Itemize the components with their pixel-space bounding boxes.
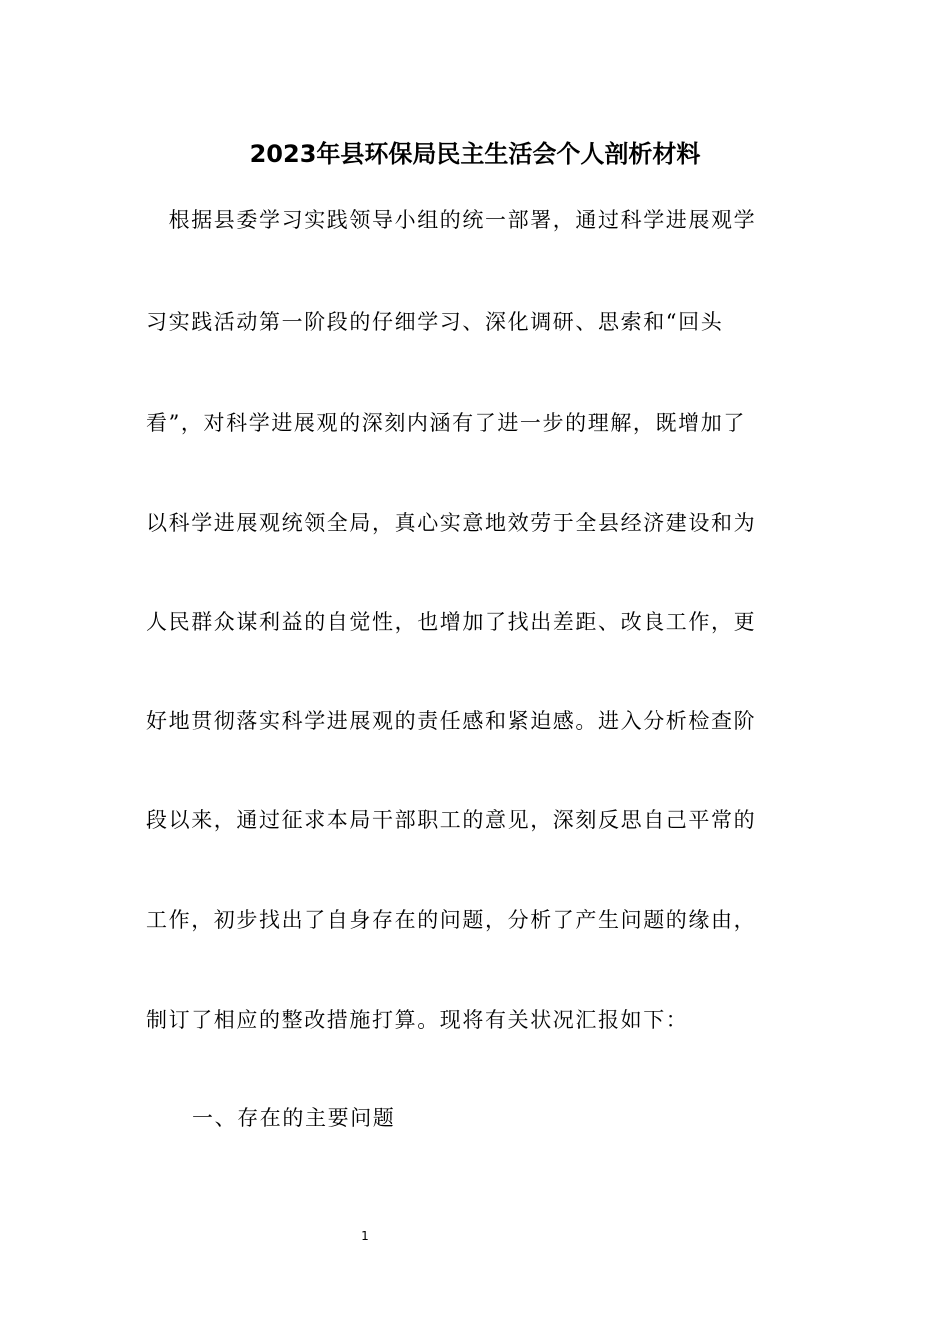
document-title: 2023年县环保局民主生活会个人剖析材料 [249,140,701,168]
paragraph-line: 工作，初步找出了自身存在的问题，分析了产生问题的缘由， [146,908,757,932]
section-heading: 一、存在的主要问题 [192,1106,396,1130]
paragraph-line: 看”，对科学进展观的深刻内涵有了进一步的理解，既增加了 [146,411,746,435]
paragraph-line: 制订了相应的整改措施打算。现将有关状况汇报如下： [146,1008,689,1032]
paragraph-line: 根据县委学习实践领导小组的统一部署，通过科学进展观学 [146,208,757,232]
paragraph-line: 习实践活动第一阶段的仔细学习、深化调研、思索和“回头 [146,310,724,334]
paragraph-line: 人民群众谋利益的自觉性，也增加了找出差距、改良工作，更 [146,610,757,634]
paragraph-line: 以科学进展观统领全局，真心实意地效劳于全县经济建设和为 [146,511,757,535]
paragraph-line: 段以来，通过征求本局干部职工的意见，深刻反思自己平常的 [146,808,757,832]
paragraph-line: 好地贯彻落实科学进展观的责任感和紧迫感。进入分析检查阶 [146,709,757,733]
page-number: 1 [361,1229,369,1243]
